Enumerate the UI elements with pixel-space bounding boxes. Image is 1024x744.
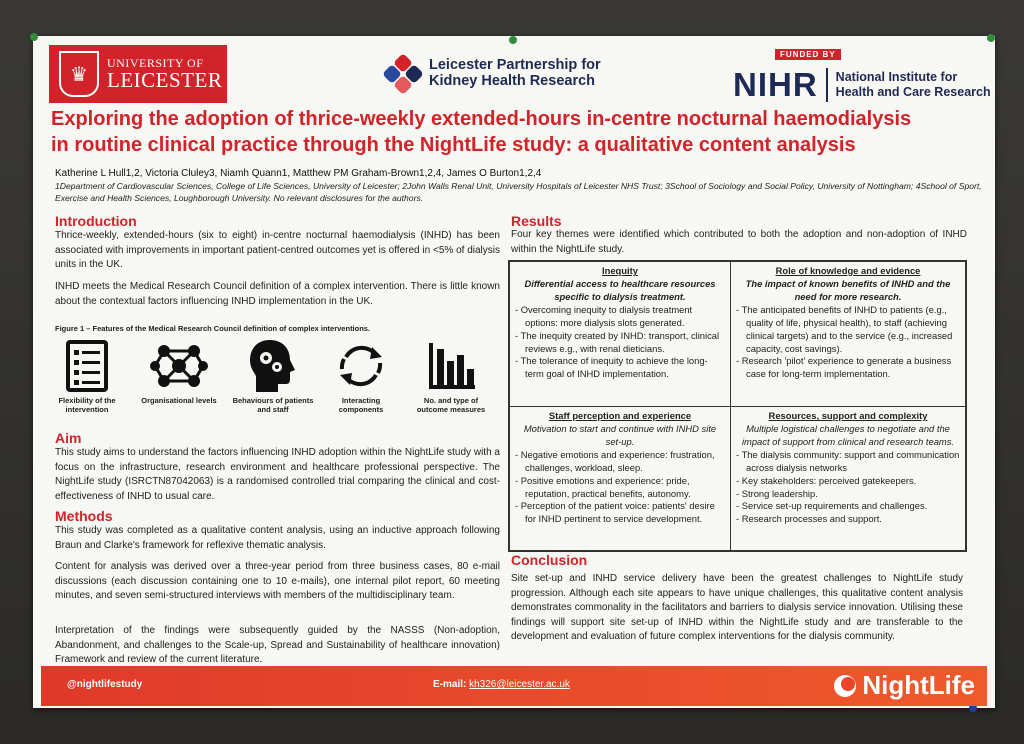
aim-text: This study aims to understand the factors influencing INHD adoption within the NightLife study with a focus on the infrastructure, research environment and healthcare professional perspective. The NightLife study (ISRCTN87042063) is a randomised controlled trial comparing the clinical and cost-effectiveness of INHD to usual care. <box>55 447 500 502</box>
figure-caption: Figure 1 – Features of the Medical Research Council definition of complex interventions. <box>55 324 371 333</box>
figure-label: Flexibility of the intervention <box>58 396 116 415</box>
theme-subtitle: Motivation to start and continue with INHD site set-up. <box>523 422 717 447</box>
funded-by-label: FUNDED BY <box>775 49 841 60</box>
theme-subtitle: Differential access to healthcare resources specific to dialysis treatment. <box>524 277 716 302</box>
email-label: E-mail: <box>433 679 467 690</box>
twitter-handle: @nightlifestudy <box>67 679 143 690</box>
theme-title: Role of knowledge and evidence <box>775 265 921 276</box>
theme-point: - Strong leadership. <box>736 488 960 501</box>
university-line1: UNIVERSITY OF <box>107 55 204 70</box>
figure-label: Organisational levels <box>141 396 217 405</box>
poster-title <box>51 106 981 159</box>
poster <box>33 36 995 708</box>
kidney-partnership-icon <box>385 56 421 92</box>
checklist-icon <box>45 338 129 394</box>
theme-subtitle: The impact of known benefits of INHD and the need for more research. <box>745 277 951 302</box>
theme-knowledge <box>730 261 966 407</box>
partner-line2: Kidney Health Research <box>429 73 596 89</box>
footer-bar <box>41 666 987 706</box>
methods-heading: Methods <box>55 508 113 524</box>
cycle-arrows-icon <box>319 338 403 394</box>
pin-green <box>509 36 517 44</box>
theme-point: - The inequity created by INHD: transport, clinical reviews e.g., with renal dieticians. <box>515 330 725 356</box>
nihr-logo <box>733 44 991 104</box>
results-intro: Four key themes were identified which contributed to both the adoption and non-adoption of INHD within the NightLife study. <box>511 229 967 255</box>
theme-point: - Positive emotions and experience: pride, reputation, practical benefits, autonomy. <box>515 475 725 501</box>
theme-staff <box>509 406 731 551</box>
email-link[interactable]: kh326@leicester.ac.uk <box>469 679 570 690</box>
network-icon <box>137 338 221 394</box>
title-line1: Exploring the adoption of thrice-weekly extended-hours in-centre nocturnal haemodialysis <box>51 108 912 130</box>
themes-grid <box>508 260 967 552</box>
figure-label: No. and type of outcome measures <box>416 396 486 415</box>
figure-item <box>137 338 221 405</box>
theme-point: - Overcoming inequity to dialysis treatment options: more dialysis slots generated. <box>515 304 725 330</box>
nightlife-logo <box>834 670 975 701</box>
moon-icon <box>834 675 856 697</box>
methods-p1: This study was completed as a qualitative content analysis, using an inductive approach following Braun and Clarke's framework for reflexive thematic analysis. <box>55 525 500 551</box>
bar-chart-icon <box>409 338 493 394</box>
figure-item <box>231 338 315 415</box>
crest-icon: ♛ <box>59 51 99 97</box>
theme-point: - The tolerance of inequity to achieve the long-term goal of INHD implementation. <box>515 355 725 381</box>
pin-green <box>987 34 995 42</box>
title-line2: in routine clinical practice through the NightLife study: a qualitative content analysis <box>51 134 856 157</box>
partner-line1: Leicester Partnership for <box>429 57 601 74</box>
figure-label: Interacting components <box>338 396 384 415</box>
figure-label: Behaviours of patients and staff <box>232 396 314 415</box>
partnership-logo <box>385 56 601 92</box>
theme-point: - The anticipated benefits of INHD to patients (e.g., quality of life, physical health), to staff (achieving clinical targets) and to the service (e.g., increased capacity, cost savings). <box>736 304 960 355</box>
nightlife-wordmark: NightLife <box>862 670 975 700</box>
university-of-leicester-logo <box>49 45 227 103</box>
theme-title: Resources, support and complexity <box>768 410 928 421</box>
theme-subtitle: Multiple logistical challenges to negotiate and the impact of support from clinical and research teams. <box>741 422 955 447</box>
methods-p3: Interpretation of the findings were subsequently guided by the NASSS (Non-adoption, Abandonment, and challenges to the Scale-up, Spread and Sustainability of healthcare innovation) Framework and review of the current literature. <box>55 625 500 665</box>
nihr-line2: Health and Care Research <box>835 85 991 99</box>
authors: Katherine L Hull1,2, Victoria Cluley3, Niamh Quann1, Matthew PM Graham-Brown1,2,4, James O Burton1,2,4 <box>55 168 542 179</box>
theme-resources <box>730 406 966 551</box>
university-line2: LEICESTER <box>107 68 223 93</box>
theme-point: - The dialysis community: support and communication across dialysis networks <box>736 449 960 475</box>
conclusion-heading: Conclusion <box>511 552 588 568</box>
theme-point: - Perception of the patient voice: patients' desire for INHD pertinent to service development. <box>515 500 725 526</box>
theme-point: - Key stakeholders: perceived gatekeepers. <box>736 475 960 488</box>
theme-point: - Research 'pilot' experience to generate a business case for long-term implementation. <box>736 355 960 381</box>
theme-point: - Service set-up requirements and challenges. <box>736 500 960 513</box>
introduction-heading: Introduction <box>55 213 137 229</box>
figure-item <box>45 338 129 415</box>
email-line <box>433 679 570 690</box>
figure-item <box>319 338 403 415</box>
theme-title: Staff perception and experience <box>548 410 692 421</box>
figure-item <box>409 338 493 415</box>
head-gears-icon <box>231 338 315 394</box>
nihr-line1: National Institute for <box>835 70 958 84</box>
introduction-p1: Thrice-weekly, extended-hours (six to eight) in-centre nocturnal haemodialysis (INHD) has been associated with improvements in important patient-centred outcomes yet is offered in <5% of dialysis units in the UK. <box>55 230 500 270</box>
nihr-wordmark: NIHR <box>733 66 818 103</box>
theme-point: - Negative emotions and experience: frustration, challenges, workload, sleep. <box>515 449 725 475</box>
pin-green <box>30 33 38 41</box>
introduction-p2: INHD meets the Medical Research Council definition of a complex intervention. There is little known about the contextual factors influencing INHD implementation in the UK. <box>55 281 500 307</box>
results-heading: Results <box>511 213 562 229</box>
aim-heading: Aim <box>55 430 82 446</box>
conclusion-text: Site set-up and INHD service delivery have been the greatest challenges to NightLife study progression. Although each site appears to have unique challenges, this qualitative content analysis demonstrates commonality in the facilitators and barriers to dialysis service innovation. Utilising these findings will support site set-up of INHD within the NightLife study and are transferable to the development and evaluation of future complex interventions for the dialysis community. <box>511 573 963 642</box>
affiliations: 1Department of Cardiovascular Sciences, College of Life Sciences, University of Leicester; 2John Walls Renal Unit, University Hospitals of Leicester NHS Trust; 3School of Sociology and Social Policy, University of Nottingham; 4School of Sport, Exercise and Health Sciences, Loughborough University. No relevant disclosures for the authors. <box>55 181 982 203</box>
theme-title: Inequity <box>602 265 638 276</box>
theme-inequity <box>509 261 731 407</box>
methods-p2: Content for analysis was derived over a three-year period from three business cases, 80 e-mail discussions (each discussion containing one to 10 e-mails), one internal pilot report, 60 meeting minutes, and seven semi-structured interviews with members of the multidisciplinary team. <box>55 561 500 601</box>
theme-point: - Research processes and support. <box>736 513 960 526</box>
